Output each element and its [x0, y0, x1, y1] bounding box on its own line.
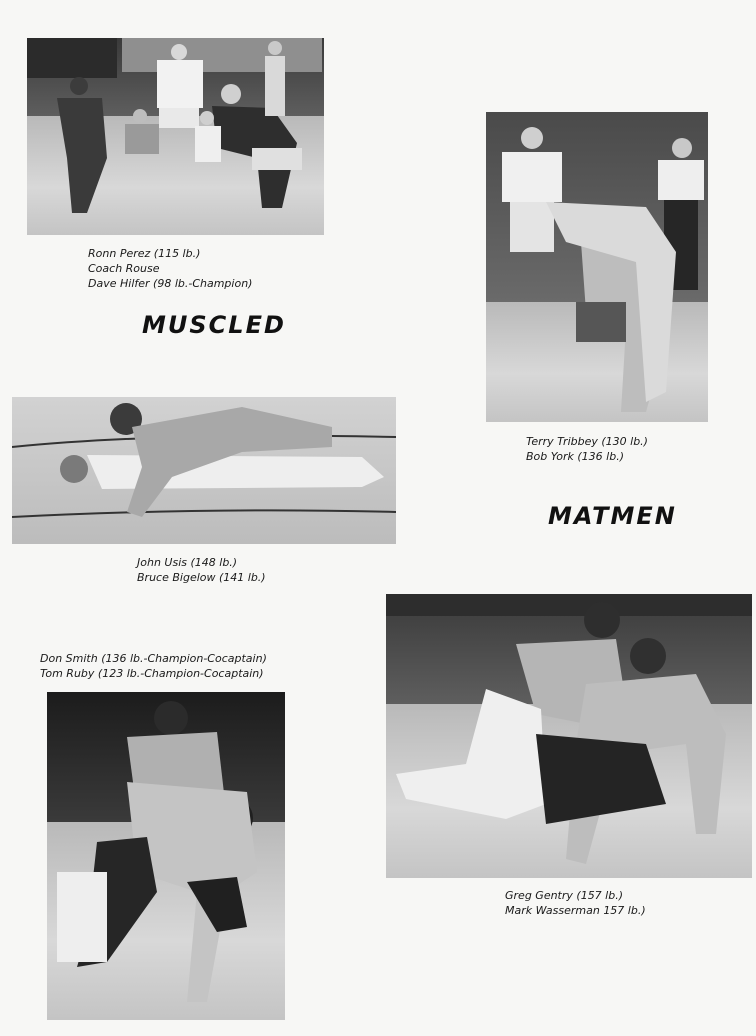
caption-line: Bob York (136 lb.)	[526, 450, 624, 463]
caption-line: Dave Hilfer (98 lb.-Champion)	[88, 277, 253, 290]
caption-photo-tribbey-york	[526, 434, 648, 464]
caption-photo-usis-bigelow	[137, 555, 266, 585]
photo-usis-bigelow-figures	[12, 397, 396, 544]
photo-tribbey-york	[486, 112, 708, 422]
photo-practice-coach	[27, 38, 324, 235]
photo-gentry-wasserman	[386, 594, 752, 878]
caption-line: Bruce Bigelow (141 lb.)	[137, 571, 266, 584]
caption-photo-practice	[88, 246, 252, 291]
headline-matmen: MATMEN	[548, 502, 677, 530]
photo-smith-ruby	[47, 692, 285, 1020]
caption-line: Greg Gentry (157 lb.)	[505, 889, 624, 902]
photo-usis-bigelow	[12, 397, 396, 544]
caption-line: Don Smith (136 lb.-Champion-Cocaptain)	[40, 652, 267, 665]
caption-line: Tom Ruby (123 lb.-Champion-Cocaptain)	[40, 667, 264, 680]
caption-photo-smith-ruby	[40, 651, 267, 681]
caption-line: Mark Wasserman 157 lb.)	[505, 904, 646, 917]
photo-gentry-wasserman-figures	[386, 594, 752, 878]
caption-photo-gentry-wasserman	[505, 888, 646, 918]
headline-muscled: MUSCLED	[142, 311, 286, 339]
photo-tribbey-york-figures	[486, 112, 708, 422]
caption-line: Coach Rouse	[88, 262, 160, 275]
photo-practice-figures	[27, 38, 324, 235]
caption-line: Ronn Perez (115 lb.)	[88, 247, 201, 260]
caption-line: John Usis (148 lb.)	[137, 556, 238, 569]
photo-smith-ruby-figures	[47, 692, 285, 1020]
caption-line: Terry Tribbey (130 lb.)	[526, 435, 648, 448]
